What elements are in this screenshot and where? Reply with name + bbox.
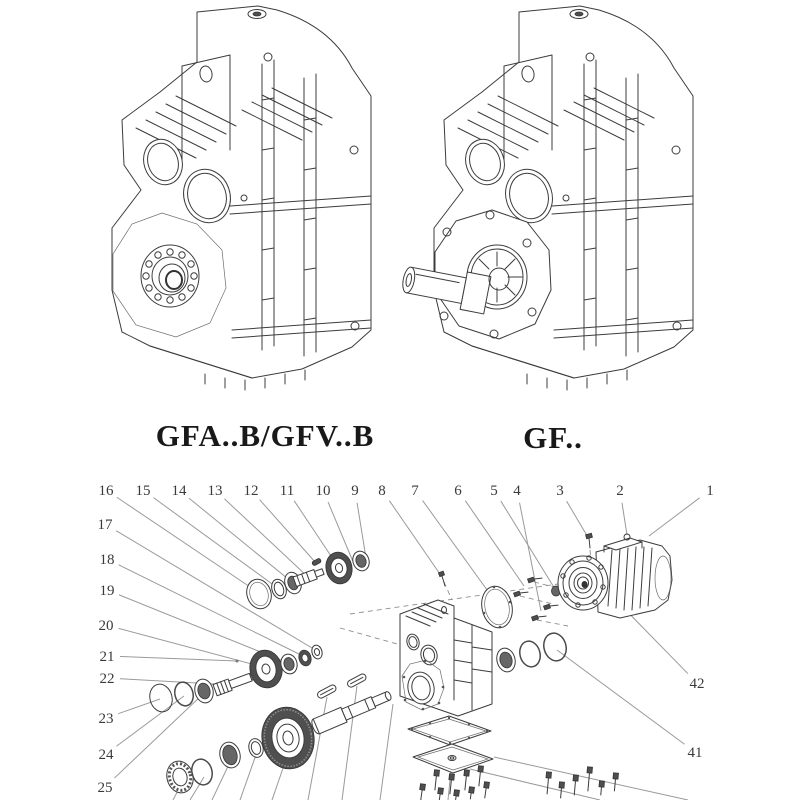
callout-9: 9 <box>351 483 359 499</box>
callout-21: 21 <box>99 649 115 665</box>
leader-line-20 <box>119 628 263 667</box>
leader-line-7 <box>423 501 495 601</box>
solid-shaft-flange <box>400 210 551 339</box>
callout-11: 11 <box>279 483 295 499</box>
exploded-housing <box>400 600 492 716</box>
callout-18: 18 <box>99 552 115 568</box>
leader-line-3 <box>567 501 589 539</box>
callout-20: 20 <box>98 618 114 634</box>
callout-3: 3 <box>556 483 564 499</box>
input-pinion-shaft <box>293 567 325 587</box>
figure-label-right: GF.. <box>523 420 583 455</box>
callout-4: 4 <box>513 483 521 499</box>
housing-gasket <box>408 716 491 745</box>
callout-22: 22 <box>99 671 115 687</box>
motor <box>558 534 672 618</box>
callout-14: 14 <box>171 483 187 499</box>
leader-line-21 <box>120 656 237 661</box>
leader-line-9 <box>357 503 366 558</box>
callout-17: 17 <box>97 517 113 533</box>
callout-25: 25 <box>97 780 113 796</box>
callout-15: 15 <box>135 483 151 499</box>
callout-42: 42 <box>689 676 705 692</box>
callout-16: 16 <box>98 483 114 499</box>
callout-12: 12 <box>243 483 259 499</box>
arrow-dot <box>236 660 239 663</box>
callout-19: 19 <box>99 583 115 599</box>
housing-bolt <box>438 571 445 586</box>
figure-label-left: GFA..B/GFV..B <box>155 418 375 453</box>
output-bearing-rings <box>494 631 569 674</box>
leader-line-23 <box>118 699 160 714</box>
callout-6: 6 <box>454 483 462 499</box>
gearbox-figure-hollow-shaft <box>112 6 371 390</box>
leader-line-15 <box>154 498 279 589</box>
leader-line-8 <box>389 501 442 577</box>
leader-line-41 <box>557 650 685 744</box>
callout-23: 23 <box>98 711 114 727</box>
callout-2: 2 <box>616 483 624 499</box>
callout-10: 10 <box>315 483 331 499</box>
leader-line-12 <box>260 500 316 563</box>
leader-line-17 <box>116 531 317 651</box>
leader-line-18 <box>119 565 305 657</box>
leader-line-6 <box>465 501 524 586</box>
gearbox-figure-solid-shaft <box>400 6 693 390</box>
callout-1: 1 <box>706 483 714 499</box>
callout-8: 8 <box>378 483 386 499</box>
callout-24: 24 <box>98 747 114 763</box>
leader-line-25 <box>114 694 203 778</box>
leader-line-4 <box>520 503 541 611</box>
leader-line-1 <box>649 498 700 536</box>
callout-41: 41 <box>687 745 703 761</box>
leader-line-2 <box>622 503 627 535</box>
callout-13: 13 <box>207 483 223 499</box>
leader-line-14 <box>189 498 293 583</box>
callout-7: 7 <box>411 483 419 499</box>
callout-5: 5 <box>490 483 498 499</box>
